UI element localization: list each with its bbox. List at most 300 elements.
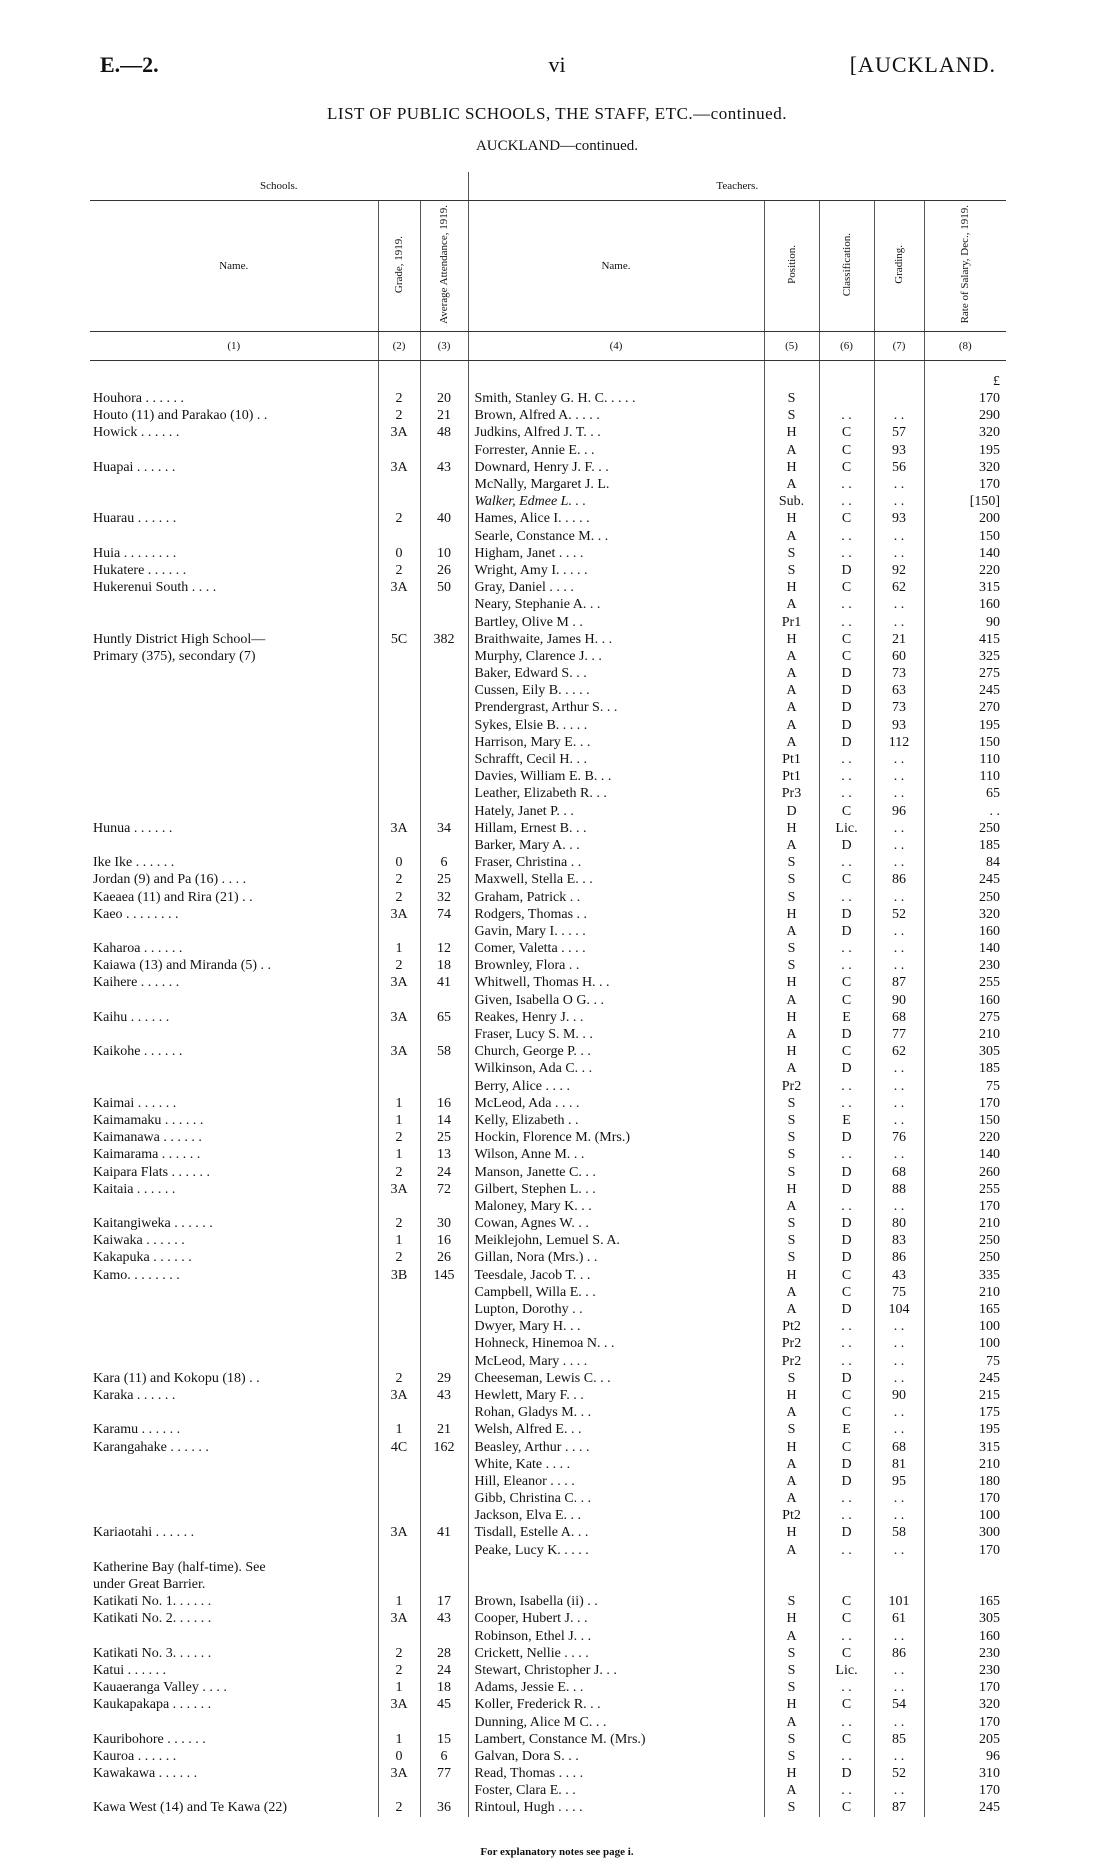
position-cell: A bbox=[764, 1026, 819, 1043]
position-cell: A bbox=[764, 528, 819, 545]
attendance-cell: 382 bbox=[420, 631, 468, 648]
position-cell: S bbox=[764, 1799, 819, 1816]
classification-cell: . . bbox=[819, 751, 874, 768]
attendance-cell bbox=[420, 785, 468, 802]
col-num-3: (3) bbox=[420, 331, 468, 360]
table-row bbox=[90, 1181, 1006, 1198]
grading-cell: . . bbox=[874, 1095, 924, 1112]
school-name-cell bbox=[90, 1782, 378, 1799]
classification-cell: C bbox=[819, 579, 874, 596]
teacher-name-cell: Murphy, Clarence J. . . bbox=[468, 648, 764, 665]
salary-cell: 90 bbox=[986, 614, 1001, 630]
position-cell: H bbox=[764, 579, 819, 596]
position-cell: S bbox=[764, 407, 819, 424]
classification-cell: . . bbox=[819, 1507, 874, 1524]
salary-cell: 210 bbox=[979, 1216, 1001, 1232]
table-row bbox=[90, 717, 1006, 734]
grade-cell bbox=[378, 373, 420, 390]
grade-cell: 2 bbox=[378, 1662, 420, 1679]
grade-cell bbox=[378, 476, 420, 493]
position-cell: Pt2 bbox=[764, 1507, 819, 1524]
table-row bbox=[90, 768, 1006, 785]
salary-cell: 310 bbox=[979, 1766, 1001, 1782]
salary-cell: 320 bbox=[979, 425, 1001, 441]
table-row bbox=[90, 528, 1006, 545]
grading-cell: 90 bbox=[874, 992, 924, 1009]
classification-cell: D bbox=[819, 1232, 874, 1249]
attendance-cell: 162 bbox=[420, 1439, 468, 1456]
grading-cell: . . bbox=[874, 596, 924, 613]
col-num-6: (6) bbox=[819, 331, 874, 360]
table-row bbox=[90, 837, 1006, 854]
classification-header: Classification. bbox=[819, 201, 874, 332]
attendance-cell bbox=[420, 1026, 468, 1043]
grade-cell bbox=[378, 1318, 420, 1335]
teacher-name-cell: Hillam, Ernest B. . . bbox=[468, 820, 764, 837]
attendance-cell bbox=[420, 682, 468, 699]
teacher-name-cell: Gilbert, Stephen L. . . bbox=[468, 1181, 764, 1198]
teacher-name-cell: Harrison, Mary E. . . bbox=[468, 734, 764, 751]
attendance-cell: 41 bbox=[420, 974, 468, 991]
classification-cell: C bbox=[819, 1404, 874, 1421]
classification-cell: Lic. bbox=[819, 1662, 874, 1679]
table-row bbox=[90, 579, 1006, 596]
grading-cell: . . bbox=[874, 1060, 924, 1077]
classification-cell: D bbox=[819, 1181, 874, 1198]
salary-cell: 210 bbox=[979, 1456, 1001, 1472]
salary-cell: 160 bbox=[979, 992, 1001, 1008]
position-cell: Pt2 bbox=[764, 1318, 819, 1335]
position-cell: H bbox=[764, 1439, 819, 1456]
position-cell: Pr2 bbox=[764, 1335, 819, 1352]
attendance-cell bbox=[420, 476, 468, 493]
school-name-cell: Kaeaea (11) and Rira (21) . . bbox=[90, 889, 378, 906]
table-row bbox=[90, 407, 1006, 424]
salary-cell: 255 bbox=[979, 975, 1001, 991]
classification-cell: . . bbox=[819, 407, 874, 424]
teacher-name-cell: Rintoul, Hugh . . . . bbox=[468, 1799, 764, 1816]
position-cell: D bbox=[764, 803, 819, 820]
position-cell: S bbox=[764, 957, 819, 974]
position-cell: S bbox=[764, 1232, 819, 1249]
col-num-2: (2) bbox=[378, 331, 420, 360]
table-row bbox=[90, 459, 1006, 476]
teacher-name-cell: Adams, Jessie E. . . bbox=[468, 1679, 764, 1696]
position-cell: S bbox=[764, 1593, 819, 1610]
teacher-name-cell: Peake, Lucy K. . . . . bbox=[468, 1542, 764, 1559]
salary-cell: 75 bbox=[986, 1078, 1001, 1094]
attendance-cell bbox=[420, 751, 468, 768]
school-name-cell: Kara (11) and Kokopu (18) . . bbox=[90, 1370, 378, 1387]
position-cell: S bbox=[764, 1662, 819, 1679]
attendance-cell: 26 bbox=[420, 562, 468, 579]
classification-cell: D bbox=[819, 717, 874, 734]
school-name-cell bbox=[90, 1353, 378, 1370]
position-cell: S bbox=[764, 1215, 819, 1232]
grading-cell: 90 bbox=[874, 1387, 924, 1404]
attendance-cell bbox=[420, 923, 468, 940]
teacher-name-cell: Dwyer, Mary H. . . bbox=[468, 1318, 764, 1335]
attendance-cell bbox=[420, 992, 468, 1009]
grade-cell bbox=[378, 442, 420, 459]
salary-cell: 170 bbox=[979, 1680, 1001, 1696]
position-cell: S bbox=[764, 1645, 819, 1662]
position-cell: S bbox=[764, 562, 819, 579]
grade-cell: 2 bbox=[378, 1249, 420, 1266]
teacher-name-cell: Cooper, Hubert J. . . bbox=[468, 1610, 764, 1627]
position-cell: A bbox=[764, 1404, 819, 1421]
grading-cell bbox=[874, 373, 924, 390]
grade-cell bbox=[378, 493, 420, 510]
table-body bbox=[90, 360, 1006, 1816]
col-num-5: (5) bbox=[764, 331, 819, 360]
table-row bbox=[90, 1507, 1006, 1524]
teacher-name-cell: Galvan, Dora S. . . bbox=[468, 1748, 764, 1765]
classification-cell: C bbox=[819, 1593, 874, 1610]
teacher-name-cell: Prendergrast, Arthur S. . . bbox=[468, 699, 764, 716]
salary-cell: 185 bbox=[979, 837, 1001, 853]
classification-cell: . . bbox=[819, 596, 874, 613]
classification-cell: . . bbox=[819, 614, 874, 631]
position-cell: H bbox=[764, 906, 819, 923]
school-name-cell bbox=[90, 785, 378, 802]
classification-cell: D bbox=[819, 923, 874, 940]
classification-cell: E bbox=[819, 1421, 874, 1438]
position-cell: A bbox=[764, 1782, 819, 1799]
salary-cell: 325 bbox=[979, 648, 1001, 664]
position-cell: H bbox=[764, 1765, 819, 1782]
attendance-cell: 36 bbox=[420, 1799, 468, 1816]
grade-cell bbox=[378, 1576, 420, 1593]
position-cell: A bbox=[764, 665, 819, 682]
salary-cell: 165 bbox=[979, 1302, 1001, 1318]
classification-cell: C bbox=[819, 442, 874, 459]
teacher-name-cell: Wilson, Anne M. . . bbox=[468, 1146, 764, 1163]
table-row bbox=[90, 940, 1006, 957]
table-row bbox=[90, 1456, 1006, 1473]
table-row bbox=[90, 1129, 1006, 1146]
teacher-name-cell: Comer, Valetta . . . . bbox=[468, 940, 764, 957]
school-name-cell: Kaimarama . . . . . . bbox=[90, 1146, 378, 1163]
school-name-cell bbox=[90, 717, 378, 734]
grade-cell: 1 bbox=[378, 940, 420, 957]
grading-cell: 93 bbox=[874, 510, 924, 527]
attendance-cell bbox=[420, 1628, 468, 1645]
grade-cell bbox=[378, 992, 420, 1009]
teacher-name-cell: Baker, Edward S. . . bbox=[468, 665, 764, 682]
school-name-cell: Huia . . . . . . . . bbox=[90, 545, 378, 562]
grading-cell: . . bbox=[874, 1490, 924, 1507]
attendance-cell bbox=[420, 1060, 468, 1077]
attendance-cell bbox=[420, 1456, 468, 1473]
salary-cell: 300 bbox=[979, 1525, 1001, 1541]
grading-cell: . . bbox=[874, 1782, 924, 1799]
grading-cell: . . bbox=[874, 940, 924, 957]
teacher-name-cell: Gray, Daniel . . . . bbox=[468, 579, 764, 596]
teacher-name-cell: Hames, Alice I. . . . . bbox=[468, 510, 764, 527]
school-name-cell: Kaimanawa . . . . . . bbox=[90, 1129, 378, 1146]
table-row bbox=[90, 1060, 1006, 1077]
table-row bbox=[90, 1593, 1006, 1610]
grading-cell: 68 bbox=[874, 1439, 924, 1456]
school-name-cell: Katikati No. 1. . . . . . bbox=[90, 1593, 378, 1610]
school-name-cell: Kakapuka . . . . . . bbox=[90, 1249, 378, 1266]
grading-cell: . . bbox=[874, 545, 924, 562]
position-cell: A bbox=[764, 717, 819, 734]
classification-cell: C bbox=[819, 1267, 874, 1284]
grade-cell bbox=[378, 528, 420, 545]
grading-cell: 101 bbox=[874, 1593, 924, 1610]
grade-cell: 1 bbox=[378, 1593, 420, 1610]
grading-cell: 63 bbox=[874, 682, 924, 699]
grading-cell: . . bbox=[874, 476, 924, 493]
table-row bbox=[90, 682, 1006, 699]
grading-cell: . . bbox=[874, 1146, 924, 1163]
salary-cell: 170 bbox=[979, 1491, 1001, 1507]
grading-cell: . . bbox=[874, 1404, 924, 1421]
salary-cell: 160 bbox=[979, 1628, 1001, 1644]
table-row bbox=[90, 1112, 1006, 1129]
classification-cell: C bbox=[819, 992, 874, 1009]
teacher-name-cell: Crickett, Nellie . . . . bbox=[468, 1645, 764, 1662]
grade-cell bbox=[378, 1353, 420, 1370]
attendance-cell bbox=[420, 1782, 468, 1799]
table-row bbox=[90, 390, 1006, 407]
teacher-name-cell: Sykes, Elsie B. . . . . bbox=[468, 717, 764, 734]
grade-cell bbox=[378, 1198, 420, 1215]
salary-cell: 230 bbox=[979, 1662, 1001, 1678]
grade-cell bbox=[378, 1714, 420, 1731]
salary-cell: 200 bbox=[979, 511, 1001, 527]
position-cell: A bbox=[764, 1060, 819, 1077]
teacher-name-cell: Hately, Janet P. . . bbox=[468, 803, 764, 820]
grade-cell bbox=[378, 1782, 420, 1799]
classification-cell: C bbox=[819, 631, 874, 648]
salary-cell: 160 bbox=[979, 923, 1001, 939]
classification-cell: C bbox=[819, 648, 874, 665]
salary-cell: 150 bbox=[979, 528, 1001, 544]
grade-cell bbox=[378, 923, 420, 940]
teacher-name-cell: Wilkinson, Ada C. . . bbox=[468, 1060, 764, 1077]
salary-cell: 180 bbox=[979, 1473, 1001, 1489]
school-name-cell: Kaimamaku . . . . . . bbox=[90, 1112, 378, 1129]
table-row bbox=[90, 1318, 1006, 1335]
position-cell: Pr3 bbox=[764, 785, 819, 802]
col-num-7: (7) bbox=[874, 331, 924, 360]
table-row bbox=[90, 1748, 1006, 1765]
salary-cell: 75 bbox=[986, 1353, 1001, 1369]
teacher-name-cell: Hill, Eleanor . . . . bbox=[468, 1473, 764, 1490]
classification-cell: C bbox=[819, 459, 874, 476]
schools-group-header: Schools. bbox=[90, 172, 468, 201]
position-cell: H bbox=[764, 1267, 819, 1284]
attendance-cell: 40 bbox=[420, 510, 468, 527]
grading-cell: 60 bbox=[874, 648, 924, 665]
school-name-cell bbox=[90, 1507, 378, 1524]
school-name-cell bbox=[90, 528, 378, 545]
salary-cell: 110 bbox=[979, 769, 1001, 785]
school-name-cell bbox=[90, 1026, 378, 1043]
grading-cell: 104 bbox=[874, 1301, 924, 1318]
attendance-cell bbox=[420, 528, 468, 545]
teacher-name-cell: Hockin, Florence M. (Mrs.) bbox=[468, 1129, 764, 1146]
grade-cell: 4C bbox=[378, 1439, 420, 1456]
school-name-cell: Kauaeranga Valley . . . . bbox=[90, 1679, 378, 1696]
table-row bbox=[90, 631, 1006, 648]
teacher-name-cell: Brownley, Flora . . bbox=[468, 957, 764, 974]
attendance-cell bbox=[420, 1301, 468, 1318]
salary-cell: 165 bbox=[979, 1594, 1001, 1610]
table-row bbox=[90, 1284, 1006, 1301]
salary-cell: 160 bbox=[979, 597, 1001, 613]
classification-cell bbox=[819, 373, 874, 390]
table-row bbox=[90, 992, 1006, 1009]
teacher-name-cell: Searle, Constance M. . . bbox=[468, 528, 764, 545]
salary-cell: 100 bbox=[979, 1336, 1001, 1352]
table-row bbox=[90, 493, 1006, 510]
grade-cell: 2 bbox=[378, 390, 420, 407]
attendance-cell bbox=[420, 1284, 468, 1301]
table-row bbox=[90, 1610, 1006, 1627]
classification-cell: C bbox=[819, 1284, 874, 1301]
salary-cell: 210 bbox=[979, 1284, 1001, 1300]
grade-cell bbox=[378, 734, 420, 751]
attendance-cell: 32 bbox=[420, 889, 468, 906]
attendance-cell: 24 bbox=[420, 1164, 468, 1181]
grade-cell: 2 bbox=[378, 1799, 420, 1816]
table-row bbox=[90, 854, 1006, 871]
grading-header: Grading. bbox=[874, 201, 924, 332]
salary-cell: 96 bbox=[986, 1748, 1001, 1764]
school-name-cell bbox=[90, 1404, 378, 1421]
classification-cell: D bbox=[819, 1060, 874, 1077]
position-cell: A bbox=[764, 1473, 819, 1490]
grade-cell bbox=[378, 751, 420, 768]
grading-cell: . . bbox=[874, 614, 924, 631]
teacher-name-cell: Forrester, Annie E. . . bbox=[468, 442, 764, 459]
position-cell: H bbox=[764, 1387, 819, 1404]
school-name-cell: Kauribohore . . . . . . bbox=[90, 1731, 378, 1748]
grade-cell bbox=[378, 596, 420, 613]
teacher-name-cell: Fraser, Lucy S. M. . . bbox=[468, 1026, 764, 1043]
teacher-name-cell: Gavin, Mary I. . . . . bbox=[468, 923, 764, 940]
school-name-cell: Hukatere . . . . . . bbox=[90, 562, 378, 579]
salary-cell: 140 bbox=[979, 941, 1001, 957]
classification-cell: D bbox=[819, 1249, 874, 1266]
table-row bbox=[90, 1559, 1006, 1576]
table-row bbox=[90, 1799, 1006, 1816]
teacher-name-cell: Brown, Isabella (ii) . . bbox=[468, 1593, 764, 1610]
teachers-group-header: Teachers. bbox=[468, 172, 1006, 201]
attendance-cell: 14 bbox=[420, 1112, 468, 1129]
grade-cell: 1 bbox=[378, 1232, 420, 1249]
attendance-cell: 65 bbox=[420, 1009, 468, 1026]
attendance-cell bbox=[420, 614, 468, 631]
school-name-cell bbox=[90, 751, 378, 768]
attendance-cell: 16 bbox=[420, 1095, 468, 1112]
salary-cell: 305 bbox=[979, 1044, 1001, 1060]
grading-cell: 68 bbox=[874, 1164, 924, 1181]
grade-cell: 3A bbox=[378, 974, 420, 991]
grade-cell: 1 bbox=[378, 1679, 420, 1696]
classification-cell: . . bbox=[819, 889, 874, 906]
teacher-name-cell: Read, Thomas . . . . bbox=[468, 1765, 764, 1782]
position-cell: H bbox=[764, 424, 819, 441]
classification-cell: . . bbox=[819, 1679, 874, 1696]
school-name-cell bbox=[90, 1301, 378, 1318]
grade-cell: 1 bbox=[378, 1095, 420, 1112]
salary-cell: 305 bbox=[979, 1611, 1001, 1627]
grading-cell: . . bbox=[874, 1628, 924, 1645]
grade-cell bbox=[378, 682, 420, 699]
classification-cell: D bbox=[819, 1473, 874, 1490]
classification-cell bbox=[819, 1576, 874, 1593]
school-name-cell bbox=[90, 699, 378, 716]
classification-cell: E bbox=[819, 1009, 874, 1026]
grading-cell: 92 bbox=[874, 562, 924, 579]
teacher-name-cell: Campbell, Willa E. . . bbox=[468, 1284, 764, 1301]
attendance-cell bbox=[420, 665, 468, 682]
table-row bbox=[90, 1095, 1006, 1112]
attendance-cell: 24 bbox=[420, 1662, 468, 1679]
school-name-cell: Primary (375), secondary (7) bbox=[90, 648, 378, 665]
salary-cell: 205 bbox=[979, 1731, 1001, 1747]
teacher-name-cell: Meiklejohn, Lemuel S. A. bbox=[468, 1232, 764, 1249]
grading-cell: 96 bbox=[874, 803, 924, 820]
position-cell: Pt1 bbox=[764, 751, 819, 768]
attendance-cell bbox=[420, 1507, 468, 1524]
salary-cell: 195 bbox=[979, 717, 1001, 733]
teacher-name-cell: Higham, Janet . . . . bbox=[468, 545, 764, 562]
classification-cell: . . bbox=[819, 940, 874, 957]
classification-cell: . . bbox=[819, 1782, 874, 1799]
table-row bbox=[90, 424, 1006, 441]
attendance-cell: 17 bbox=[420, 1593, 468, 1610]
attendance-cell: 6 bbox=[420, 854, 468, 871]
teacher-name-cell: Welsh, Alfred E. . . bbox=[468, 1421, 764, 1438]
school-name-cell bbox=[90, 493, 378, 510]
grade-cell: 3A bbox=[378, 1524, 420, 1541]
classification-cell: D bbox=[819, 906, 874, 923]
grade-cell: 2 bbox=[378, 871, 420, 888]
teacher-name-cell: Stewart, Christopher J. . . bbox=[468, 1662, 764, 1679]
position-cell: H bbox=[764, 1696, 819, 1713]
teacher-name-cell: Neary, Stephanie A. . . bbox=[468, 596, 764, 613]
school-name-cell: Kaiawa (13) and Miranda (5) . . bbox=[90, 957, 378, 974]
table-row bbox=[90, 906, 1006, 923]
teacher-name-cell: Robinson, Ethel J. . . bbox=[468, 1628, 764, 1645]
classification-cell: D bbox=[819, 837, 874, 854]
grade-cell bbox=[378, 1628, 420, 1645]
teacher-name-cell: Rodgers, Thomas . . bbox=[468, 906, 764, 923]
school-name-cell bbox=[90, 1473, 378, 1490]
attendance-cell bbox=[420, 1542, 468, 1559]
attendance-cell: 25 bbox=[420, 1129, 468, 1146]
grading-cell: . . bbox=[874, 854, 924, 871]
table-row bbox=[90, 1353, 1006, 1370]
grading-cell bbox=[874, 390, 924, 407]
attendance-cell bbox=[420, 1576, 468, 1593]
grade-cell: 0 bbox=[378, 1748, 420, 1765]
attendance-cell: 41 bbox=[420, 1524, 468, 1541]
table-row bbox=[90, 1215, 1006, 1232]
salary-cell: 170 bbox=[979, 1198, 1001, 1214]
classification-cell: D bbox=[819, 734, 874, 751]
school-name-cell bbox=[90, 665, 378, 682]
attendance-cell: 20 bbox=[420, 390, 468, 407]
grade-cell: 0 bbox=[378, 854, 420, 871]
grading-cell: 86 bbox=[874, 871, 924, 888]
